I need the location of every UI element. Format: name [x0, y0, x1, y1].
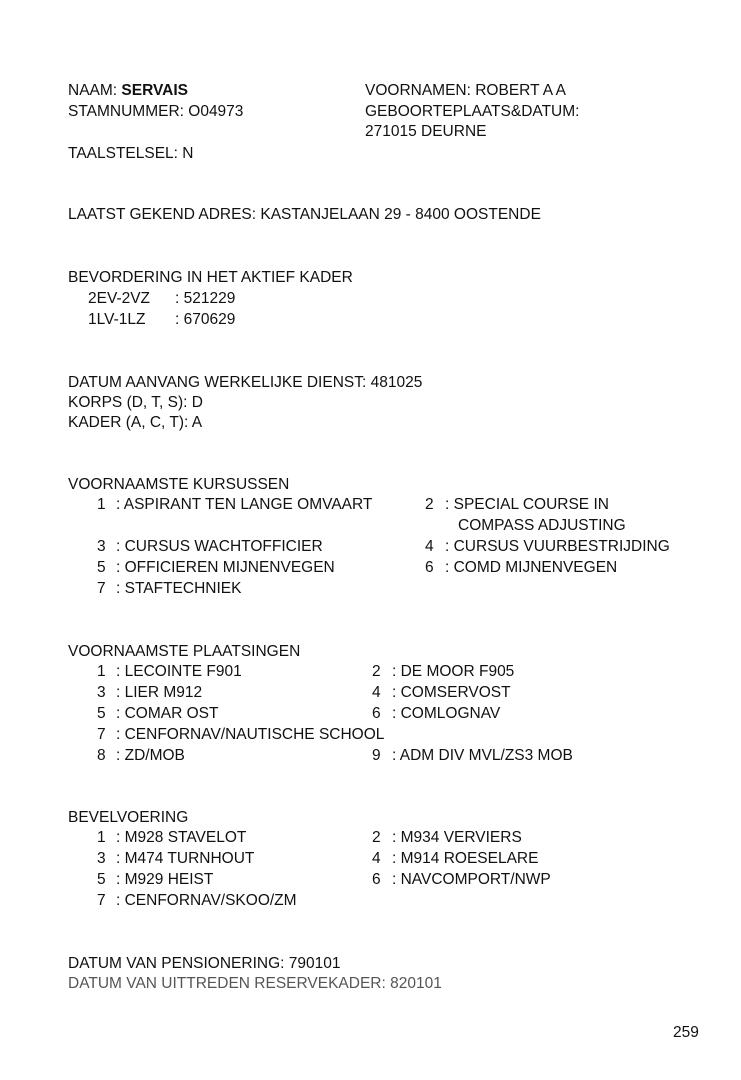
list-item: : DE MOOR F905 [392, 663, 515, 680]
list-item: : ZD/MOB [116, 747, 185, 764]
list-number: 2 [372, 829, 381, 846]
list-item: : COMSERVOST [392, 684, 511, 701]
list-item: : COMAR OST [116, 705, 219, 722]
plaatsingen-title: VOORNAAMSTE PLAATSINGEN [68, 643, 301, 660]
list-number: 9 [372, 747, 381, 764]
list-item: : COMD MIJNENVEGEN [445, 559, 618, 576]
list-number: 5 [97, 871, 106, 888]
geboorte-value: 271015 DEURNE [365, 123, 487, 140]
naam-value: SERVAIS [121, 82, 189, 99]
stamnummer: STAMNUMMER: O04973 [68, 103, 244, 120]
list-number: 4 [425, 538, 434, 555]
list-number: 7 [97, 892, 106, 909]
list-item: : NAVCOMPORT/NWP [392, 871, 551, 888]
list-number: 5 [97, 559, 106, 576]
list-item: : LECOINTE F901 [116, 663, 242, 680]
list-item: : M928 STAVELOT [116, 829, 247, 846]
list-item: : CURSUS WACHTOFFICIER [116, 538, 323, 555]
bevordering-date: : 521229 [175, 290, 236, 307]
list-item: : ADM DIV MVL/ZS3 MOB [392, 747, 573, 764]
list-item: : SPECIAL COURSE IN [445, 496, 609, 513]
list-number: 2 [372, 663, 381, 680]
list-item: : CENFORNAV/NAUTISCHE SCHOOL [116, 726, 385, 743]
taalstelsel: TAALSTELSEL: N [68, 145, 194, 162]
list-item: : LIER M912 [116, 684, 203, 701]
list-number: 7 [97, 580, 106, 597]
page-number: 259 [673, 1024, 699, 1041]
list-number: 7 [97, 726, 106, 743]
naam-line [68, 83, 188, 99]
list-number: 6 [372, 871, 381, 888]
list-number: 4 [372, 850, 381, 867]
list-number: 5 [97, 705, 106, 722]
geboorte-label: GEBOORTEPLAATS&DATUM: [365, 103, 580, 120]
kursussen-title: VOORNAAMSTE KURSUSSEN [68, 476, 290, 493]
bevordering-title: BEVORDERING IN HET AKTIEF KADER [68, 269, 353, 286]
list-item: : CENFORNAV/SKOO/ZM [116, 892, 297, 909]
list-number: 4 [372, 684, 381, 701]
list-item: : M914 ROESELARE [392, 850, 539, 867]
datum-uittreden: DATUM VAN UITTREDEN RESERVEKADER: 820101 [68, 975, 442, 992]
bevordering-rank: 2EV-2VZ [88, 290, 151, 307]
adres: LAATST GEKEND ADRES: KASTANJELAAN 29 - 8400 OOSTENDE [68, 206, 541, 223]
voornamen: VOORNAMEN: ROBERT A A [365, 82, 566, 99]
datum-aanvang: DATUM AANVANG WERKELIJKE DIENST: 481025 [68, 374, 423, 391]
list-number: 1 [97, 663, 106, 680]
korps: KORPS (D, T, S): D [68, 394, 203, 411]
list-number: 3 [97, 850, 106, 867]
list-number: 3 [97, 684, 106, 701]
list-item: : M929 HEIST [116, 871, 214, 888]
list-number: 6 [425, 559, 434, 576]
list-number: 1 [97, 496, 106, 513]
list-item: : OFFICIEREN MIJNENVEGEN [116, 559, 335, 576]
list-number: 3 [97, 538, 106, 555]
list-item: : ASPIRANT TEN LANGE OMVAART [116, 496, 373, 513]
bevelvoering-title: BEVELVOERING [68, 809, 189, 826]
list-item: : COMLOGNAV [392, 705, 501, 722]
list-item: : CURSUS VUURBESTRIJDING [445, 538, 670, 555]
list-number: 8 [97, 747, 106, 764]
list-number: 2 [425, 496, 434, 513]
list-item: : M934 VERVIERS [392, 829, 522, 846]
list-item: : STAFTECHNIEK [116, 580, 242, 597]
bevordering-rank: 1LV-1LZ [88, 311, 146, 328]
datum-pensionering: DATUM VAN PENSIONERING: 790101 [68, 955, 341, 972]
list-item: : M474 TURNHOUT [116, 850, 255, 867]
kader: KADER (A, C, T): A [68, 414, 203, 431]
naam-label: NAAM: [68, 82, 118, 99]
list-number: 6 [372, 705, 381, 722]
bevordering-date: : 670629 [175, 311, 236, 328]
list-number: 1 [97, 829, 106, 846]
list-item-continuation: COMPASS ADJUSTING [458, 517, 626, 534]
